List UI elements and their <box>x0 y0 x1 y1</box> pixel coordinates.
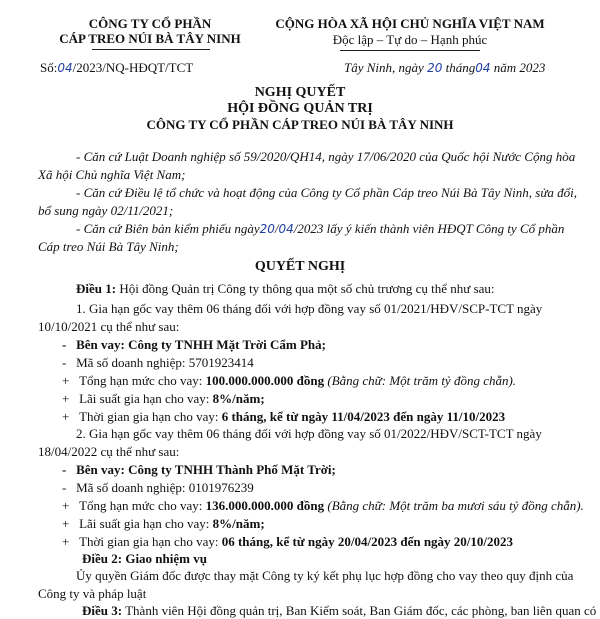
basis-ballot-prefix: - Căn cứ Biên bản kiểm phiếu ngày <box>76 221 260 236</box>
document-number <box>40 60 193 76</box>
plus-marker: + <box>62 373 70 388</box>
issue-date <box>344 60 545 76</box>
item2-term <box>62 534 513 550</box>
ballot-month-handwritten: 04 <box>278 222 294 236</box>
date-day-handwritten: 20 <box>427 61 443 75</box>
ballot-day-handwritten: 20 <box>259 222 275 236</box>
item2-rate-value: 8%/năm; <box>212 516 265 531</box>
basis-enterprise-law: - Căn cứ Luật Doanh nghiệp số 59/2020/QH14, ngày 17/06/2020 của Quốc hội Nước Cộng hòa Xã hội Chủ nghĩa Việt Nam; <box>38 149 576 182</box>
title-board: HỘI ĐỒNG QUẢN TRỊ <box>227 101 373 116</box>
resolve-heading: QUYẾT NGHỊ <box>254 259 346 274</box>
item2-tax-value: 0101976239 <box>188 480 254 495</box>
plus-marker: + <box>62 516 70 531</box>
item1-limit-label: Tổng hạn mức cho vay: <box>79 373 206 388</box>
date-month-label: tháng <box>445 60 476 75</box>
plus-marker: + <box>62 409 70 424</box>
basis-ballot-minutes <box>38 220 583 256</box>
article1-intro: Hội đồng Quản trị Công ty thông qua một số chủ trương cụ thể như sau: <box>116 281 495 296</box>
article3-text: Thành viên Hội đồng quản trị, Ban Kiểm soát, Ban Giám đốc, các phòng, ban liên quan có <box>122 603 597 618</box>
dash-marker: - <box>62 337 67 352</box>
item1-term <box>62 409 505 425</box>
article1-heading <box>76 281 495 297</box>
article1-label: Điều 1: <box>76 281 117 296</box>
item2-tax-code <box>62 480 254 496</box>
item1-rate-label: Lãi suất gia hạn cho vay: <box>79 391 213 406</box>
item1-interest-rate <box>62 391 265 407</box>
company-underline <box>92 49 210 50</box>
company-name-line2: CÁP TREO NÚI BÀ TÂY NINH <box>59 31 241 46</box>
doc-number-handwritten: 04 <box>57 61 73 75</box>
item1-tax-label: Mã số doanh nghiệp: <box>76 355 189 370</box>
company-name-line1: CÔNG TY CỔ PHẦN <box>88 16 212 31</box>
plus-marker: + <box>62 391 70 406</box>
item1-limit-words: (Bằng chữ: Một trăm tỷ đồng chẵn). <box>324 373 517 388</box>
item1-borrower-text: Bên vay: Công ty TNHH Mặt Trời Cẩm Phả; <box>76 337 326 352</box>
doc-number-prefix: Số: <box>40 60 58 75</box>
item1-tax-value: 5701923414 <box>188 355 254 370</box>
basis-charter: - Căn cứ Điều lệ tổ chức và hoạt động của Công ty Cổ phần Cáp treo Núi Bà Tây Ninh, sửa đổi, bổ sung ngày 02/11/2021; <box>38 185 578 218</box>
item2-limit-label: Tổng hạn mức cho vay: <box>79 498 206 513</box>
article1-item1: 1. Gia hạn gốc vay thêm 06 tháng đối với hợp đồng vay số 01/2021/HĐV/SCP-TCT ngày 10/10/2021 cụ thể như sau: <box>38 301 543 334</box>
article2-heading: Điều 2: Giao nhiệm vụ <box>82 551 207 566</box>
title-resolution: NGHỊ QUYẾT <box>254 85 346 100</box>
item2-borrower <box>62 462 336 478</box>
item1-term-value: 6 tháng, kể từ ngày 11/04/2023 đến ngày 11/10/2023 <box>221 409 506 424</box>
plus-marker: + <box>62 498 70 513</box>
dash-marker: - <box>62 462 67 477</box>
item1-rate-value: 8%/năm; <box>212 391 265 406</box>
article3-label: Điều 3: <box>82 603 123 618</box>
article3-line <box>82 603 596 619</box>
item2-interest-rate <box>62 516 265 532</box>
motto-underline <box>340 50 480 51</box>
doc-number-suffix: /2023/NQ-HĐQT/TCT <box>72 60 194 75</box>
basis-ballot-suffix: /2023 lấy ý kiến thành viên HĐQT Công ty Cổ phần Cáp treo Núi Bà Tây Ninh; <box>38 221 565 254</box>
item1-limit-value: 100.000.000.000 đồng <box>205 373 325 388</box>
item2-term-value: 06 tháng, kể từ ngày 20/04/2023 đến ngày 20/10/2023 <box>221 534 514 549</box>
date-year: năm 2023 <box>493 60 546 75</box>
item2-limit-value: 136.000.000.000 đồng <box>205 498 325 513</box>
ballot-slash: / <box>274 221 279 236</box>
plus-marker: + <box>62 534 70 549</box>
item2-limit-words: (Bằng chữ: Một trăm ba mươi sáu tỷ đồng chẵn). <box>324 498 584 513</box>
date-prefix: Tây Ninh, ngày <box>344 60 424 75</box>
article2-text: Ủy quyền Giám đốc được thay mặt Công ty ký kết phụ lục hợp đồng cho vay theo quy định của Công ty và pháp luật <box>38 568 574 601</box>
item2-credit-limit <box>62 498 584 514</box>
item1-borrower <box>62 337 326 353</box>
item2-rate-label: Lãi suất gia hạn cho vay: <box>79 516 213 531</box>
dash-marker: - <box>62 355 67 370</box>
item1-tax-code <box>62 355 254 371</box>
item2-term-label: Thời gian gia hạn cho vay: <box>79 534 222 549</box>
nation-title: CỘNG HÒA XÃ HỘI CHỦ NGHĨA VIỆT NAM <box>275 16 545 31</box>
item2-tax-label: Mã số doanh nghiệp: <box>76 480 189 495</box>
dash-marker: - <box>62 480 67 495</box>
article1-item2: 2. Gia hạn gốc vay thêm 06 tháng đối với hợp đồng vay số 01/2022/HĐV/SCT-TCT ngày 18/04/2022 cụ thể như sau: <box>38 426 542 459</box>
item2-borrower-text: Bên vay: Công ty TNHH Thành Phố Mặt Trời; <box>76 462 336 477</box>
item1-credit-limit <box>62 373 516 389</box>
date-month-handwritten: 04 <box>475 61 491 75</box>
nation-motto: Độc lập – Tự do – Hạnh phúc <box>332 32 488 47</box>
item1-term-label: Thời gian gia hạn cho vay: <box>79 409 222 424</box>
title-company: CÔNG TY CỔ PHẦN CÁP TREO NÚI BÀ TÂY NINH <box>146 117 454 132</box>
